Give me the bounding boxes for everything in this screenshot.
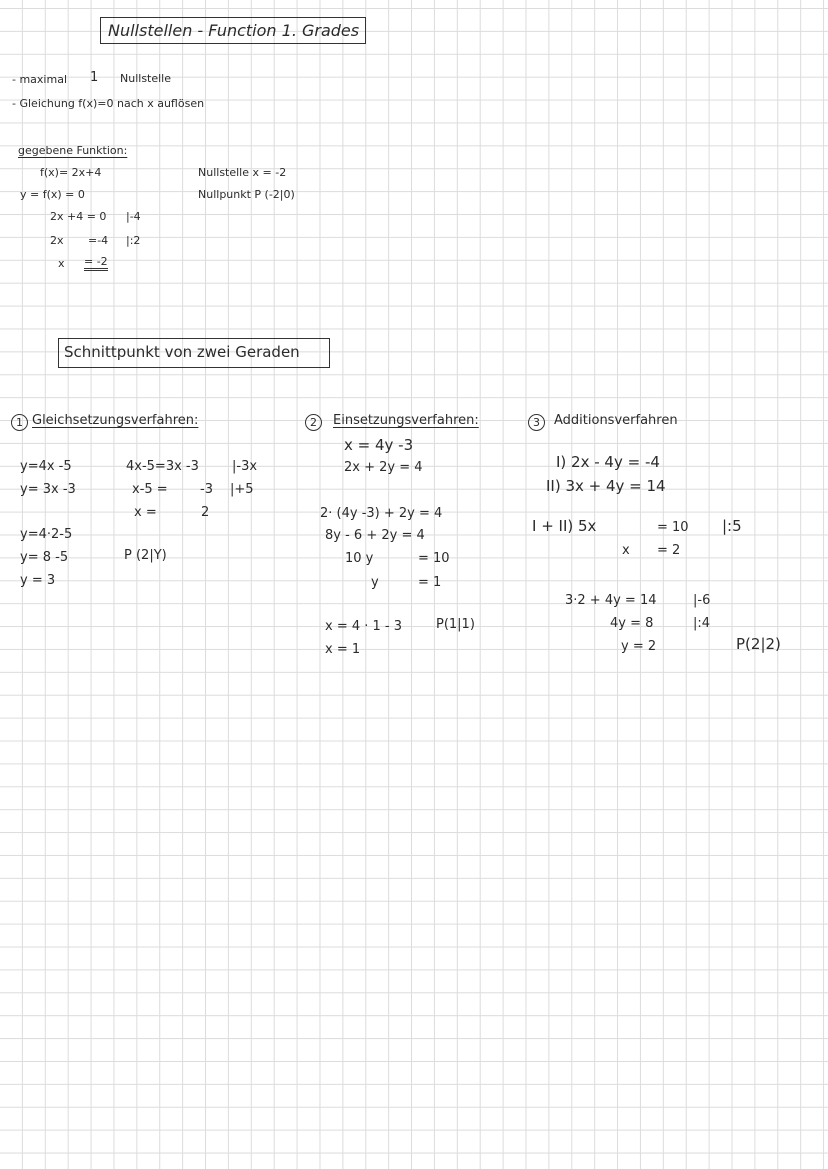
method3-sum-b: = 10: [657, 520, 689, 535]
method2-line-1: x = 4y -3: [344, 436, 414, 454]
method1-line-3: y=4·2-5: [20, 527, 73, 542]
method1-line-5: y = 3: [20, 573, 56, 588]
method2-number: 2: [305, 414, 322, 431]
example-line-5: x: [58, 257, 65, 270]
method2-line-7: x = 4 · 1 - 3: [325, 619, 403, 634]
method1-eq3-b: 2: [201, 505, 210, 520]
method3-eq2: II) 3x + 4y = 14: [546, 477, 666, 495]
method1-eq2-b: -3: [200, 482, 213, 497]
section2-title: Schnittpunkt von zwei Geraden: [64, 343, 300, 361]
method3-title: Additionsverfahren: [554, 413, 678, 428]
method2-line-3: 2· (4y -3) + 2y = 4: [320, 506, 443, 521]
method1-eq2-op: |+5: [230, 482, 254, 497]
method2-line-6-b: = 1: [418, 575, 442, 590]
method3-x-b: = 2: [657, 543, 681, 558]
method1-line-1: y=4x -5: [20, 459, 72, 474]
method2-result: P(1|1): [436, 617, 475, 632]
nullstelle-text: Nullstelle x = -2: [198, 166, 287, 179]
method1-eq1-op: |-3x: [232, 459, 258, 474]
method2-line-4: 8y - 6 + 2y = 4: [325, 528, 425, 543]
example-line-3: 2x +4 = 0: [50, 210, 107, 223]
intro-line1-suffix: Nullstelle: [120, 72, 172, 85]
example-line-4-rhs: =-4: [88, 234, 109, 247]
example-line-1: f(x)= 2x+4: [40, 166, 102, 179]
method3-result: P(2|2): [736, 635, 781, 653]
example-heading: gegebene Funktion:: [18, 144, 128, 157]
nullpunkt-text: Nullpunkt P (-2|0): [198, 188, 295, 201]
example-result: = -2: [84, 256, 108, 271]
method2-line-5-a: 10 y: [345, 551, 374, 566]
example-op-2: |:2: [126, 234, 141, 247]
method3-sum-a: I + II) 5x: [532, 517, 597, 535]
method3-sub2-op: |:4: [693, 616, 711, 631]
method2-line-5-b: = 10: [418, 551, 450, 566]
intro-line1-number: 1: [90, 70, 99, 85]
intro-line1-prefix: - maximal: [12, 73, 67, 86]
example-line-4: 2x: [50, 234, 64, 247]
method3-sub1: 3·2 + 4y = 14: [565, 593, 657, 608]
method1-eq1: 4x-5=3x -3: [126, 459, 199, 474]
method2-line-8: x = 1: [325, 642, 361, 657]
method1-eq3-a: x =: [134, 505, 157, 520]
method2-line-6-a: y: [371, 575, 379, 590]
method1-line-2: y= 3x -3: [20, 482, 76, 497]
method3-sub2: 4y = 8: [610, 616, 654, 631]
method3-number: 3: [528, 414, 545, 431]
intro-line2: - Gleichung f(x)=0 nach x auflösen: [12, 97, 205, 110]
method1-number: 1: [11, 414, 28, 431]
method3-eq1: I) 2x - 4y = -4: [556, 453, 660, 471]
method3-sub3: y = 2: [621, 639, 657, 654]
method1-result: P (2|Y): [124, 548, 167, 563]
method1-eq2-a: x-5 =: [132, 482, 168, 497]
example-op-1: |-4: [126, 210, 141, 223]
example-line-2: y = f(x) = 0: [20, 188, 85, 201]
method3-x-a: x: [622, 543, 630, 558]
method1-title: Gleichsetzungsverfahren:: [32, 413, 199, 428]
method2-line-2: 2x + 2y = 4: [344, 460, 423, 475]
method3-sub1-op: |-6: [693, 593, 711, 608]
method1-line-4: y= 8 -5: [20, 550, 69, 565]
page-title: Nullstellen - Function 1. Grades: [108, 21, 360, 40]
method2-title: Einsetzungsverfahren:: [333, 413, 479, 428]
method3-sum-op: |:5: [722, 517, 742, 535]
